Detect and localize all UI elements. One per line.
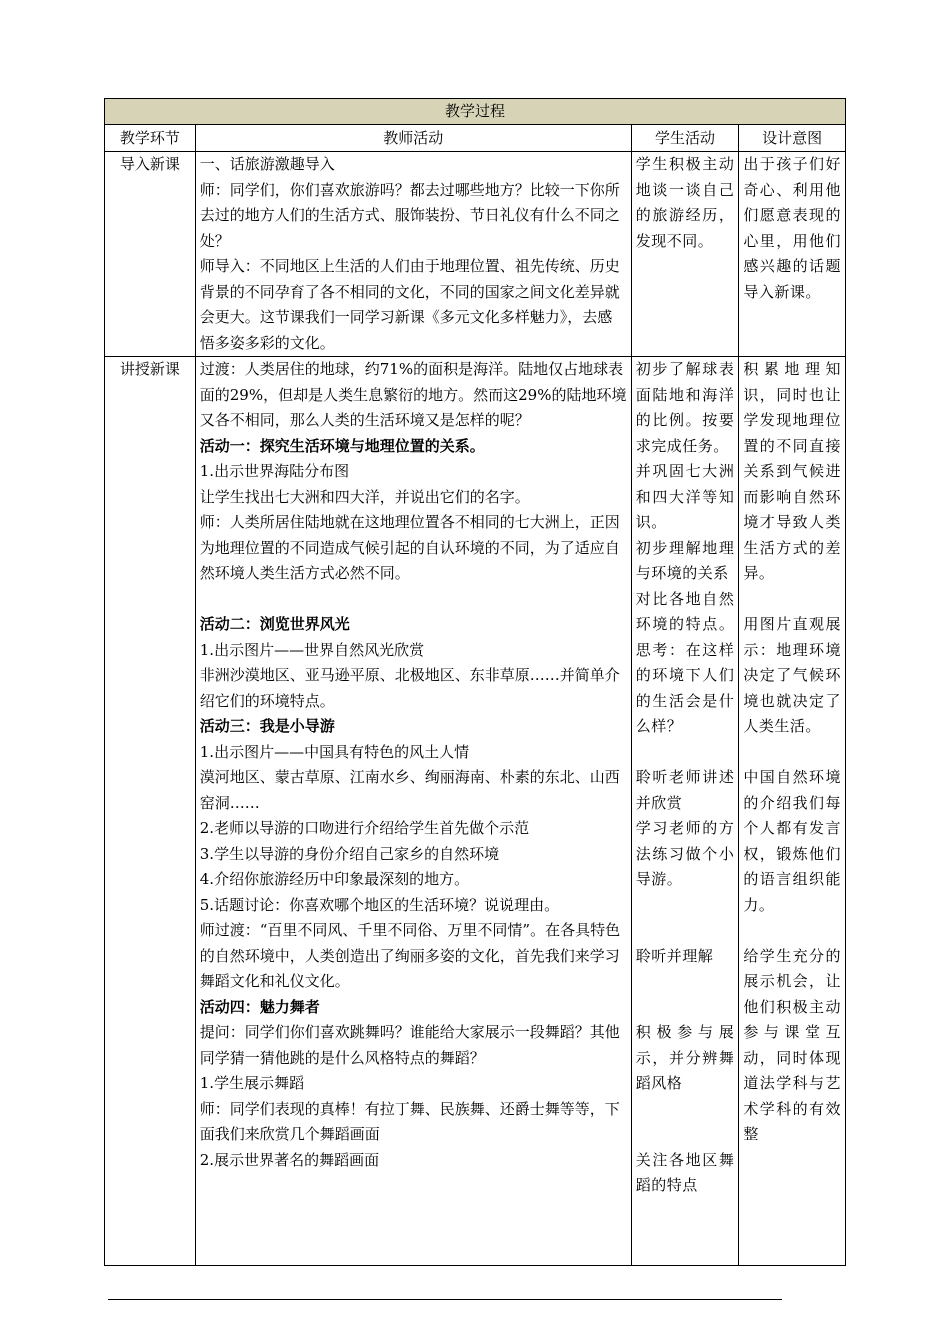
- paragraph: 用图片直观展示：地理环境决定了气候环境也就决定了人类生活。: [743, 615, 841, 735]
- paragraph: 让学生找出七大洲和四大洋，并说出它们的名字。: [199, 487, 530, 506]
- paragraph: 师：同学们，你们喜欢旅游吗？都去过哪些地方？比较一下你所去过的地方人们的生活方式、服饰装扮、节日礼仪有什么不同之处？: [199, 180, 620, 250]
- blank-line: [636, 893, 735, 919]
- paragraph: 初步了解球表面陆地和海洋的比例。按要求完成任务。: [635, 360, 735, 455]
- paragraph: 非洲沙漠地区、亚马逊平原、北极地区、东非草原……并简单介绍它们的环境特点。: [199, 666, 620, 710]
- table-header-row: [105, 125, 846, 152]
- paragraph: 学习老师的方法练习做个小导游。: [635, 819, 735, 888]
- header-teacher-activity: 教师活动: [195, 125, 631, 152]
- paragraph: 1.出示图片——中国具有特色的风土人情: [199, 742, 470, 761]
- paragraph: 师：人类所居住陆地就在这地理位置各不相同的七大洲上，正因为地理位置的不同造成气候引起的自认环境的不同，为了适应自然环境人类生活方式必然不同。: [199, 513, 620, 582]
- paragraph: 关注各地区舞蹈的特点: [635, 1150, 735, 1194]
- paragraph: 聆听并理解: [635, 946, 714, 965]
- student-activity-cell: [631, 357, 739, 1266]
- header-design-intent: 设计意图: [739, 125, 846, 152]
- blank-line: [636, 995, 735, 1021]
- blank-line: [636, 918, 735, 944]
- paragraph: 漠河地区、蒙古草原、江南水乡、绚丽海南、朴素的东北、山西窑洞……: [199, 768, 620, 812]
- paragraph: 4.介绍你旅游经历中印象最深刻的地方。: [199, 870, 470, 888]
- blank-line: [636, 969, 735, 995]
- paragraph: 中国自然环境的介绍我们每个人都有发言权，锻炼他们的语言组织能力。: [743, 768, 841, 914]
- stage-cell: 讲授新课: [105, 357, 196, 1266]
- teaching-process-table: [104, 98, 846, 1266]
- paragraph: 出于孩子们好奇心、利用他们愿意表现的心里，用他们感兴趣的话题导入新课。: [743, 155, 841, 301]
- paragraph: 并巩固七大洲和四大洋等知识。: [635, 462, 735, 531]
- table-title-row: [105, 99, 846, 125]
- blank-line: [743, 740, 841, 766]
- stage-cell: 导入新课: [105, 152, 196, 357]
- paragraph: 积累地理知识，同时也让学发现地理位置的不同直接关系到气候进而影响自然环境才导致人类生活方式的差异。: [743, 360, 841, 582]
- paragraph: 聆听老师讲述并欣赏: [635, 768, 735, 812]
- paragraph: 提问：同学们你们喜欢跳舞吗？谁能给大家展示一段舞蹈？其他同学猜一猜他跳的是什么风格特点的舞蹈？: [199, 1023, 620, 1067]
- activity-heading: 活动四：魅力舞者: [199, 997, 320, 1016]
- paragraph: 2.老师以导游的口吻进行介绍给学生首先做个示范: [199, 819, 530, 837]
- paragraph: 1.学生展示舞蹈: [199, 1074, 305, 1092]
- table-title: 教学过程: [105, 99, 846, 125]
- blank-line: [636, 740, 735, 766]
- paragraph: 学生积极主动地谈一谈自己的旅游经历，发现不同。: [635, 155, 735, 250]
- header-student-activity: 学生活动: [631, 125, 739, 152]
- paragraph: 3.学生以导游的身份介绍自己家乡的自然环境: [199, 844, 500, 863]
- paragraph: 2.展示世界著名的舞蹈画面: [199, 1150, 380, 1169]
- paragraph: 师：同学们表现的真棒！有拉丁舞、民族舞、还爵士舞等等，下面我们来欣赏几个舞蹈画面: [199, 1099, 620, 1143]
- paragraph: 一、话旅游激趣导入: [199, 155, 335, 173]
- activity-heading: 活动二：浏览世界风光: [199, 615, 350, 633]
- blank-line: [636, 1097, 735, 1123]
- blank-line: [200, 587, 627, 613]
- activity-heading: 活动一：探究生活环境与地理位置的关系。: [199, 436, 485, 455]
- blank-line: [743, 918, 841, 944]
- design-intent-cell: [739, 357, 846, 1266]
- activity-heading: 活动三：我是小导游: [199, 717, 335, 735]
- student-activity-cell: [631, 152, 739, 357]
- header-stage: 教学环节: [105, 125, 196, 152]
- paragraph: 给学生充分的展示机会，让他们积极主动参与课堂互动，同时体现道法学科与艺术学科的有效整: [743, 946, 841, 1143]
- paragraph: 积极参与展示，并分辨舞蹈风格: [635, 1023, 735, 1092]
- blank-line: [743, 587, 841, 613]
- paragraph: 初步理解地理与环境的关系: [635, 538, 735, 582]
- table-row: [105, 152, 846, 357]
- teacher-activity-cell: [195, 152, 631, 357]
- paragraph: 过渡：人类居住的地球，约71%的面积是海洋。陆地仅占地球表面的29%，但却是人类生息繁衍的地方。然而这29%的陆地环境又各不相同，那么人类的生活环境又是怎样的呢？: [199, 360, 627, 429]
- paragraph: 5.话题讨论：你喜欢哪个地区的生活环境？说说理由。: [199, 895, 560, 914]
- table-row: [105, 357, 846, 1266]
- paragraph: 1.出示世界海陆分布图: [199, 462, 350, 480]
- footer-rule: [108, 1299, 782, 1300]
- teacher-activity-cell: [195, 357, 631, 1266]
- paragraph: 师导入：不同地区上生活的人们由于地理位置、祖先传统、历史背景的不同孕育了各不相同的文化，不同的国家之间文化差异就会更大。这节课我们一同学习新课《多元文化多样魅力》，去感悟多姿多彩的文化。: [199, 257, 620, 352]
- paragraph: 师过渡：“百里不同风、千里不同俗、万里不同情”。在各具特色的自然环境中，人类创造出了绚丽多姿的文化，首先我们来学习舞蹈文化和礼仪文化。: [199, 921, 621, 990]
- blank-line: [636, 1122, 735, 1148]
- design-intent-cell: [739, 152, 846, 357]
- paragraph: 1.出示图片——世界自然风光欣赏: [199, 640, 425, 659]
- paragraph: 对比各地自然环境的特点。思考：在这样的环境下人们的生活会是什么样？: [635, 589, 735, 735]
